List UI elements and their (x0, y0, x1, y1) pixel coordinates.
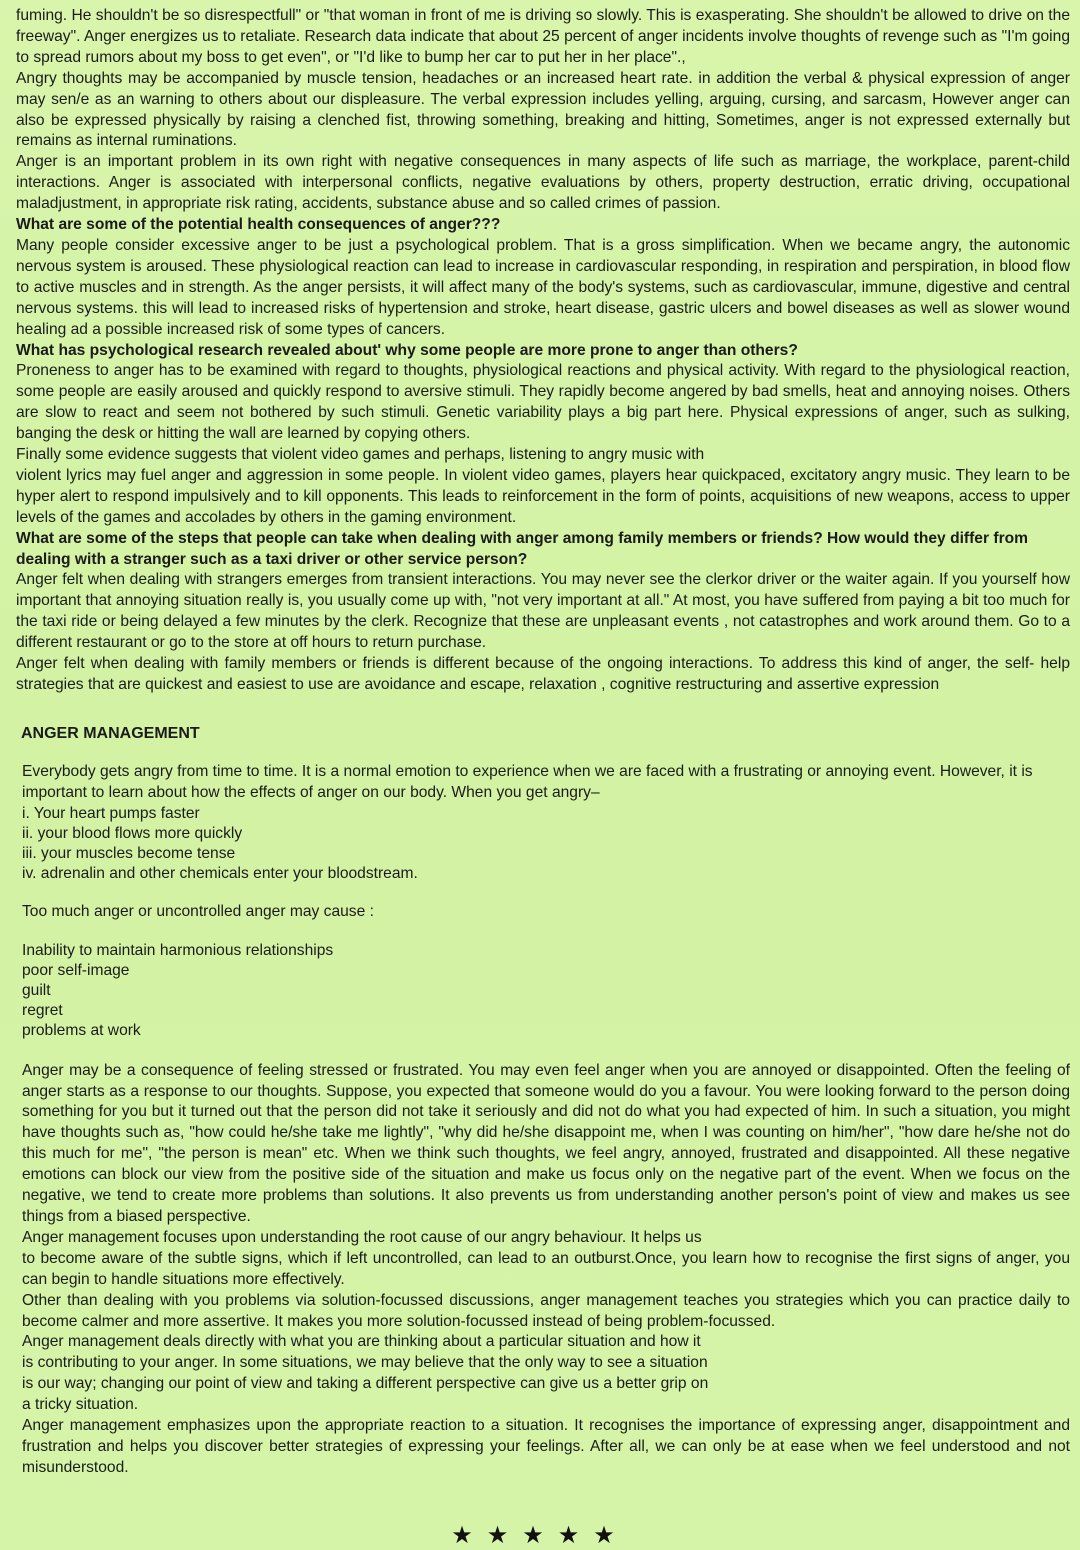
answer-proneness-1: Proneness to anger has to be examined with regard to thoughts, physiological reactions and physical activity. With regard to the physiological reaction, some people are easily aroused and quickly respond to aversive stimuli. They rapidly become angered by bad smells, heat and annoying noises. Others are slow to react and seem not bothered by such stimuli. Genetic variability plays a big part here. Physical expressions of anger, such as sulking, banging the desk or hitting the wall are learned by copying others. (16, 362, 1070, 443)
list-item: i. Your heart pumps faster (22, 804, 200, 822)
list-item: problems at work (22, 1021, 141, 1039)
anger-management-intro: Everybody gets angry from time to time. It is a normal emotion to experience when we are faced with a frustrating or annoying event. However, it is important to learn about how the effects of anger on our body. When you get angry– (22, 762, 1033, 801)
question-heading-health: What are some of the potential health consequences of anger??? (16, 216, 501, 234)
anger-causes-list (22, 941, 1070, 1041)
intro-paragraph-1: fuming. He shouldn't be so disrespectfull" or "that woman in front of me is driving so slowly. This is exasperating. She shouldn't be allowed to drive on the freeway". Anger energizes us to retaliate. Research data indicate that about 25 percent of anger incidents involve thoughts of revenge such as "I'm going to spread rumors about my boss to get even", or "I'd like to bump her car to put her in her place"., (16, 7, 1070, 66)
answer-family-2: Anger felt when dealing with family members or friends is different because of the ongoing interactions. To address this kind of anger, the self- help strategies that are quickest and easiest to use are avoidance and escape, relaxation , cognitive restructuring and assertive expression (16, 655, 1070, 693)
anger-body-paragraph-7: is our way; changing our point of view and taking a different perspective can give us a better grip on (22, 1375, 709, 1393)
list-item: ii. your blood flows more quickly (22, 824, 243, 842)
anger-causes-intro: Too much anger or uncontrolled anger may cause : (22, 902, 374, 920)
list-item: Inability to maintain harmonious relationships (22, 941, 334, 959)
list-item: guilt (22, 981, 51, 999)
question-heading-family: What are some of the steps that people can take when dealing with anger among family members or friends? How would they differ from dealing with a stranger such as a taxi driver or other service person? (16, 529, 1029, 568)
anger-body-paragraph-4: Other than dealing with you problems via solution-focussed discussions, anger management teaches you strategies which you can practice daily to become calmer and more assertive. It makes you more solution-focussed instead of being problem-focussed. (22, 1291, 1070, 1330)
spacer (16, 884, 1070, 902)
answer-family-1: Anger felt when dealing with strangers emerges from transient interactions. You may never see the clerkor driver or the waiter again. If you yourself how important that annoying situation really is, you usually come up with, "not very important at all." At most, you have suffered from paying a bit too much for the taxi ride or being delayed a few minutes by the clerk. Recognize that these are unpleasant events , not catastrophes and work around them. Go to a different restaurant or go to the store at off hours to return purchase. (16, 571, 1070, 652)
intro-paragraph-2: Angry thoughts may be accompanied by muscle tension, headaches or an increased heart rate. in addition the verbal & physical expression of anger may sen/e as an warning to others about our displeasure. The verbal expression includes yelling, arguing, cursing, and sarcasm, However anger can also be expressed physically by raising a clenched fist, throwing something, breaking and hitting, Sometimes, anger is not expressed externally but remains as internal ruminations. (16, 69, 1070, 150)
answer-proneness-3: violent lyrics may fuel anger and aggression in some people. In violent video games, players hear quickpaced, excitatory angry music. They learn to be hyper alert to respond impulsively and to kill opponents. This leads to reinforcement in the form of points, acquisitions of new weapons, access to upper levels of the games and accolades by others in the gaming environment. (16, 466, 1070, 526)
list-item: regret (22, 1001, 63, 1019)
anger-body-paragraph-9: Anger management emphasizes upon the appropriate reaction to a situation. It recognises the importance of expressing anger, disappointment and frustration and helps you discover better strategies of expressing your feelings. After all, we can only be at ease when we feel understood and not misunderstood. (22, 1417, 1070, 1476)
list-item: iii. your muscles become tense (22, 844, 236, 862)
anger-body-paragraph-8: a tricky situation. (22, 1396, 139, 1414)
anger-body-paragraph-3: to become aware of the subtle signs, which if left uncontrolled, can lead to an outburst.Once, you learn how to recognise the first signs of anger, you can begin to handle situations more effectively. (22, 1249, 1070, 1288)
anger-effects-list (22, 804, 1070, 884)
spacer (16, 1041, 1070, 1061)
anger-body-paragraph-6: is contributing to your anger. In some situations, we may believe that the only way to see a situation (22, 1354, 708, 1372)
anger-body-paragraph-1: Anger may be a consequence of feeling stressed or frustrated. You may even feel anger when you are annoyed or disappointed. Often the feeling of anger starts as a response to our thoughts. Suppose, you expected that someone would do you a favour. You were looking forward to the person doing something for you but it turned out that the person did not take it seriously and did not do what you had expected of him. In such a situation, you might have thoughts such as, "how could he/she take me lightly", "why did he/she disappoint me, when I was counting on him/her", "how dare he/she not do this much for me", "the person is mean" etc. When we think such thoughts, we feel angry, annoyed, frustrated and disappointed. All these negative emotions can block our view from the positive side of the situation and make us focus only on the negative part of the event. When we focus on the negative, we tend to create more problems than solutions. It also prevents us from understanding another person's point of view and makes us see things from a biased perspective. (22, 1061, 1070, 1225)
star-divider-icon: ★★★★★ (451, 1522, 629, 1549)
list-item: iv. adrenalin and other chemicals enter your bloodstream. (22, 864, 418, 882)
intro-paragraph-3: Anger is an important problem in its own right with negative consequences in many aspects of life such as marriage, the workplace, parent-child interactions. Anger is associated with interpersonal conflicts, negative evaluations by others, property destruction, erratic driving, occupational maladjustment, in appropriate risk rating, accidents, substance abuse and so called crimes of passion. (16, 153, 1070, 213)
spacer (16, 923, 1070, 941)
answer-health: Many people consider excessive anger to be just a psychological problem. That is a gross simplification. When we became angry, the autonomic nervous system is aroused. These physiological reaction can lead to increase in cardiovascular responding, in respiration and perspiration, in blood flow to active muscles and in strength. As the anger persists, it will affect many of the body's systems, such as cardiovascular, immune, digestive and central nervous systems. this will lead to increased risks of hypertension and stroke, heart disease, gastric ulcers and bowel diseases as well as slower wound healing ad a possible increased risk of some types of cancers. (16, 236, 1070, 338)
anger-body-paragraph-5: Anger management deals directly with what you are thinking about a particular situation and how it (22, 1333, 701, 1351)
question-heading-proneness: What has psychological research revealed about' why some people are more prone to anger than others? (16, 341, 798, 359)
answer-proneness-2: Finally some evidence suggests that violent video games and perhaps, listening to angry music with (16, 446, 705, 464)
list-item: poor self-image (22, 961, 130, 979)
anger-body-paragraph-2: Anger management focuses upon understanding the root cause of our angry behaviour. It helps us (22, 1228, 702, 1246)
anger-management-title: ANGER MANAGEMENT (21, 724, 200, 742)
